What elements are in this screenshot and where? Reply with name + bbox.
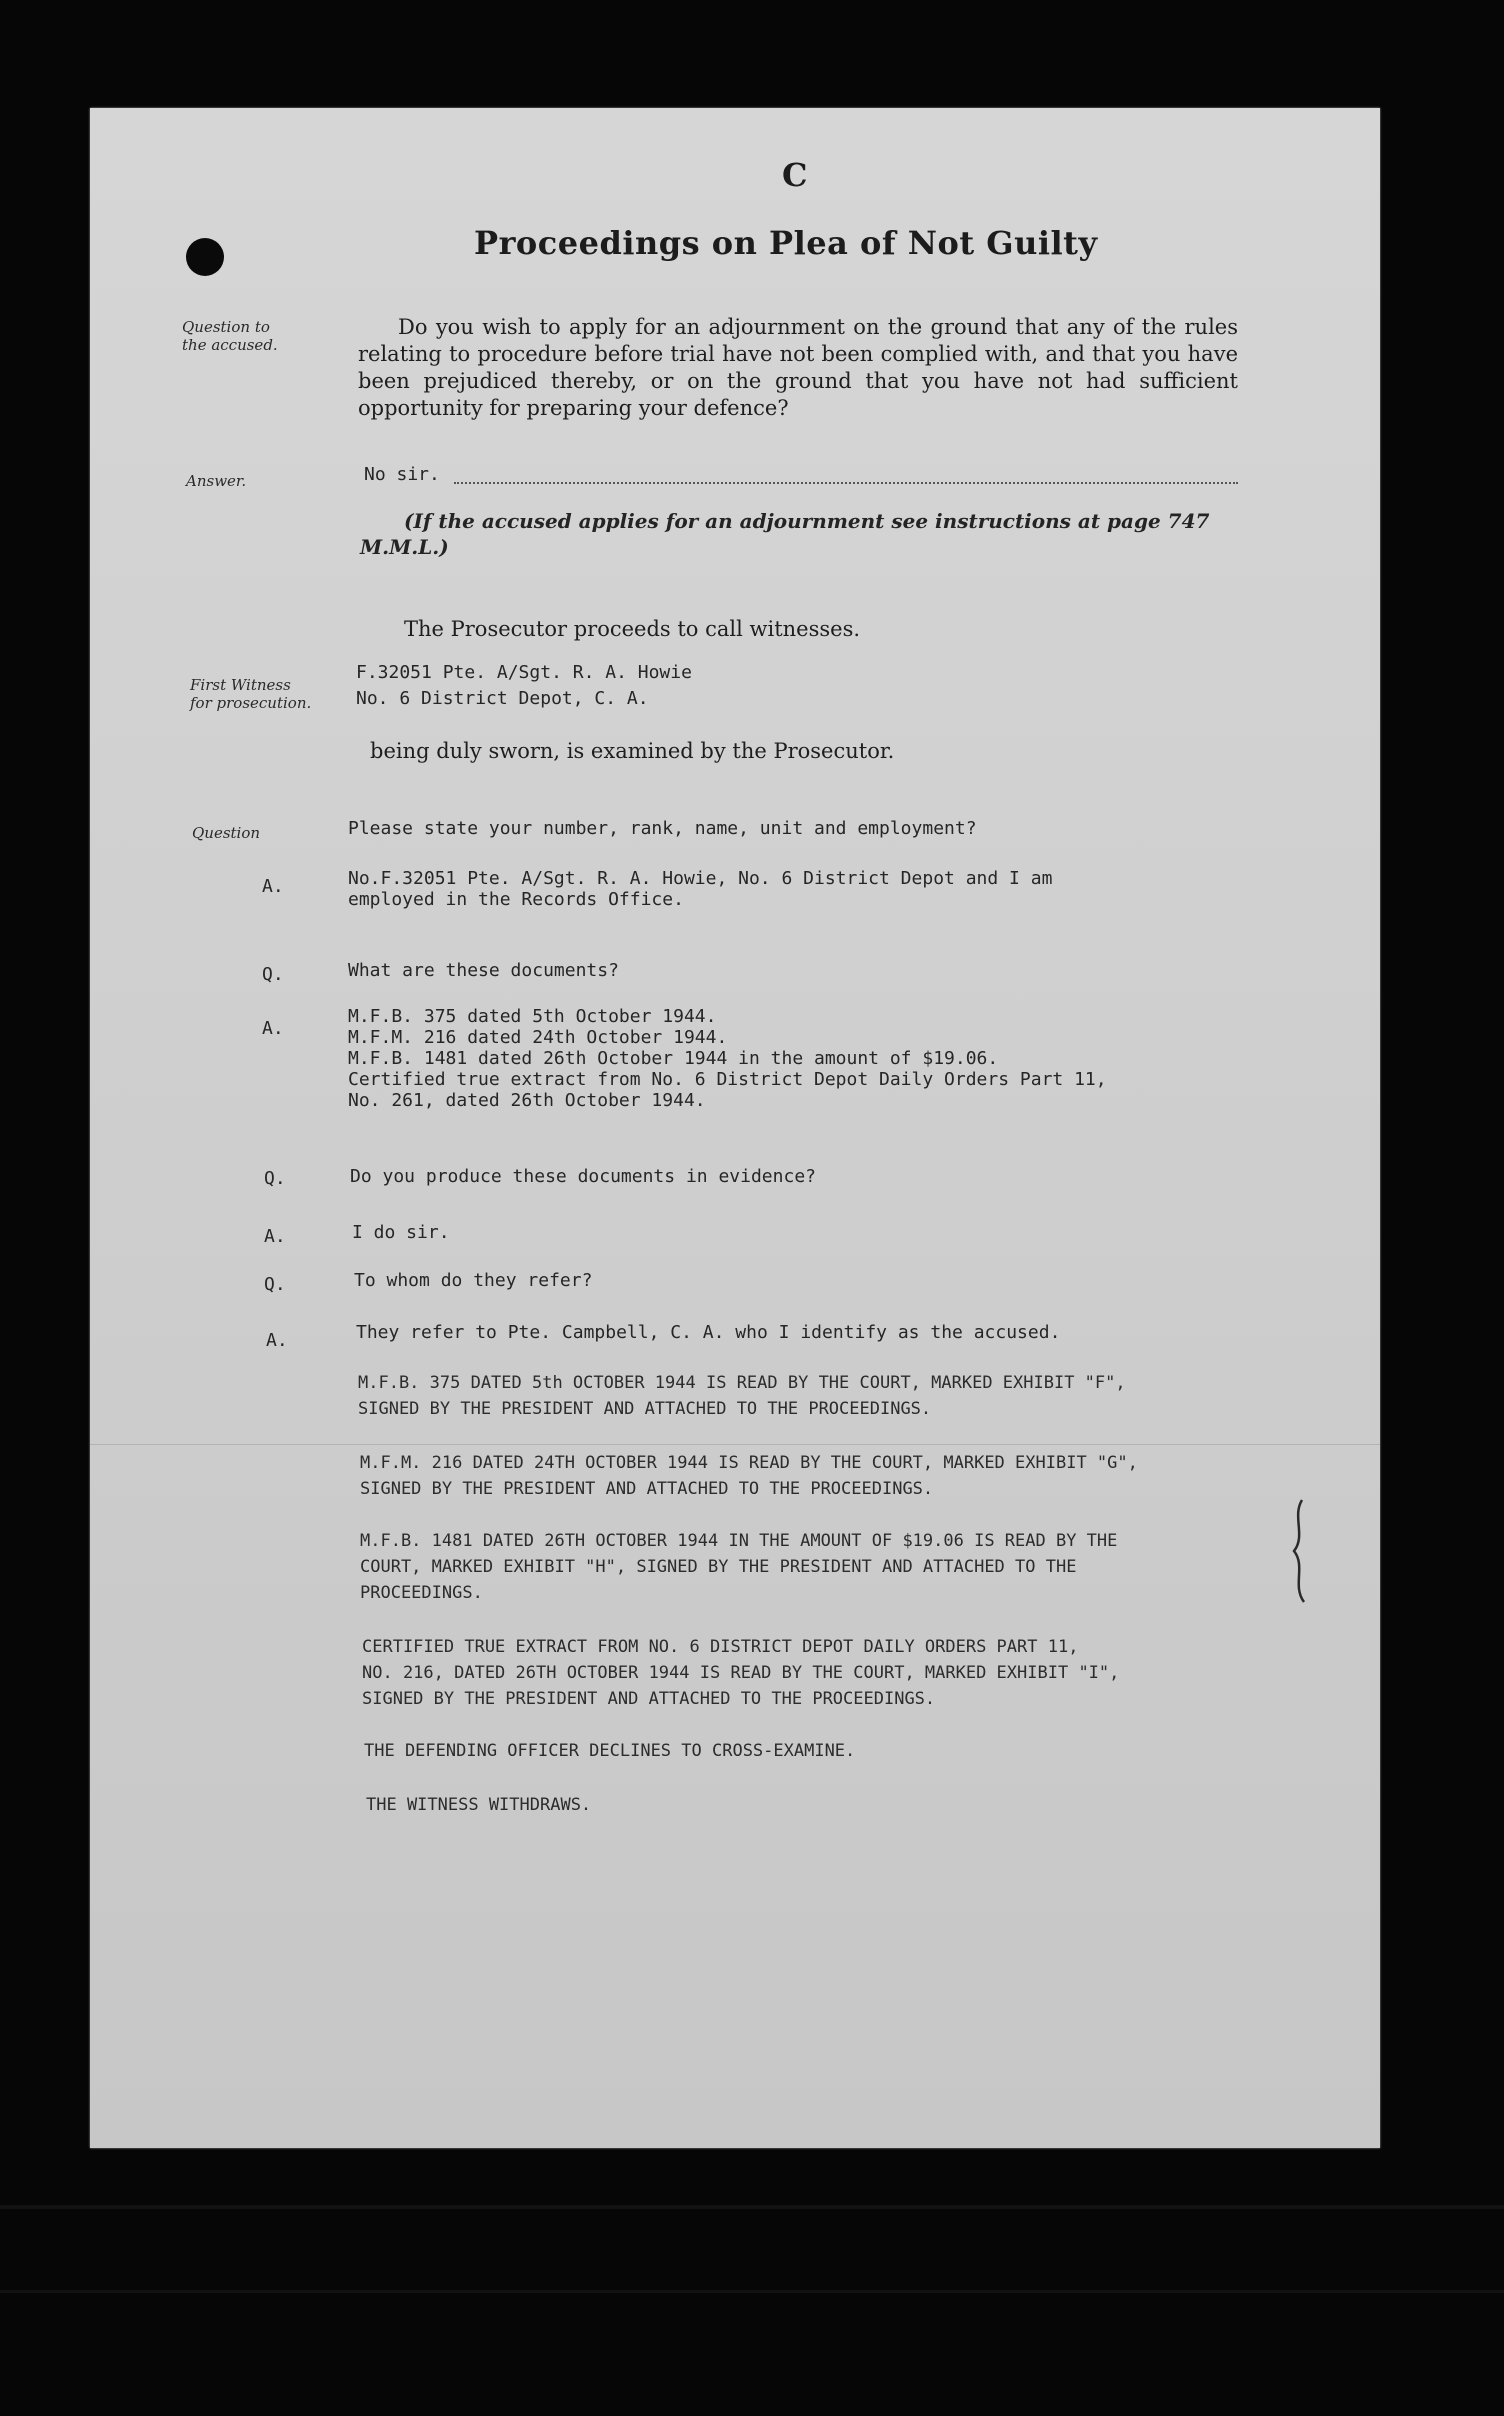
- handwritten-bracket-mark: [1284, 1496, 1314, 1606]
- margin-label-first-witness: First Witness for prosecution.: [190, 676, 312, 712]
- exam-label: A.: [264, 1226, 286, 1247]
- witness-unit-line: No. 6 District Depot, C. A.: [356, 688, 649, 709]
- fold-line: [90, 1444, 1380, 1445]
- prosecutor-call-line: The Prosecutor proceeds to call witnesses.: [404, 617, 861, 641]
- court-entry: CERTIFIED TRUE EXTRACT FROM NO. 6 DISTRICT DEPOT DAILY ORDERS PART 11, NO. 216, DATED 26TH OCTOBER 1944 IS READ BY THE COURT, MARKED EXHIBIT "I", SIGNED BY THE PRESIDENT AND ATTACHED TO THE PROCEEDINGS.: [362, 1637, 1120, 1709]
- margin-label-question: Question: [192, 824, 261, 842]
- sworn-line: being duly sworn, is examined by the Prosecutor.: [370, 739, 895, 763]
- punch-hole: [186, 238, 224, 276]
- exam-text: Do you produce these documents in evidence?: [350, 1166, 816, 1187]
- exam-label: A.: [262, 876, 284, 897]
- exam-text: What are these documents?: [348, 960, 619, 981]
- exam-text: They refer to Pte. Campbell, C. A. who I identify as the accused.: [356, 1322, 1061, 1343]
- section-letter: C: [782, 156, 808, 194]
- exam-text: I do sir.: [352, 1222, 450, 1243]
- answer-value: No sir.: [364, 464, 440, 485]
- exam-text: Please state your number, rank, name, unit and employment?: [348, 818, 977, 839]
- page-title: Proceedings on Plea of Not Guilty: [474, 224, 1098, 262]
- court-entry: THE DEFENDING OFFICER DECLINES TO CROSS-EXAMINE.: [364, 1741, 856, 1761]
- exam-label: A.: [266, 1330, 288, 1351]
- witness-name-line: F.32051 Pte. A/Sgt. R. A. Howie: [356, 662, 692, 683]
- court-entry: M.F.M. 216 DATED 24TH OCTOBER 1944 IS READ BY THE COURT, MARKED EXHIBIT "G", SIGNED BY THE PRESIDENT AND ATTACHED TO THE PROCEEDINGS.: [360, 1453, 1138, 1499]
- exam-label: Q.: [264, 1168, 286, 1189]
- margin-label-answer: Answer.: [186, 472, 247, 490]
- court-entry: M.F.B. 1481 DATED 26TH OCTOBER 1944 IN THE AMOUNT OF $19.06 IS READ BY THE COURT, MARKED EXHIBIT "H", SIGNED BY THE PRESIDENT AND ATTACHED TO THE PROCEEDINGS.: [360, 1531, 1118, 1603]
- court-entry: THE WITNESS WITHDRAWS.: [366, 1795, 592, 1815]
- exam-label: Q.: [262, 964, 284, 985]
- court-entry: M.F.B. 375 DATED 5th OCTOBER 1944 IS READ BY THE COURT, MARKED EXHIBIT "F", SIGNED BY THE PRESIDENT AND ATTACHED TO THE PROCEEDINGS.: [358, 1373, 1126, 1419]
- film-edge-line: [0, 2205, 1504, 2209]
- exam-text: No.F.32051 Pte. A/Sgt. R. A. Howie, No. 6 District Depot and I am employed in the Records Office.: [348, 868, 1053, 910]
- adjournment-instruction-note: (If the accused applies for an adjournment see instructions at page 747 M.M.L.): [360, 509, 1210, 559]
- exam-label: Q.: [264, 1274, 286, 1295]
- answer-dotted-line: [454, 482, 1238, 484]
- margin-label-question-to-accused: Question to the accused.: [182, 318, 278, 354]
- document-page: [90, 108, 1380, 2148]
- exam-text: M.F.B. 375 dated 5th October 1944. M.F.M. 216 dated 24th October 1944. M.F.B. 1481 dated 26th October 1944 in the amount of $19.06. Certified true extract from No. 6 District Depot Daily Orders Part 11, No. 261, dated 26th October 1944.: [348, 1006, 1107, 1111]
- exam-text: To whom do they refer?: [354, 1270, 593, 1291]
- adjournment-question: Do you wish to apply for an adjournment on the ground that any of the rules relating to procedure before trial have not been complied with, and that you have been prejudiced thereby, or on the ground that you have not had sufficient opportunity for preparing your defence?: [358, 315, 1238, 420]
- film-edge-line: [0, 2290, 1504, 2293]
- exam-label: A.: [262, 1018, 284, 1039]
